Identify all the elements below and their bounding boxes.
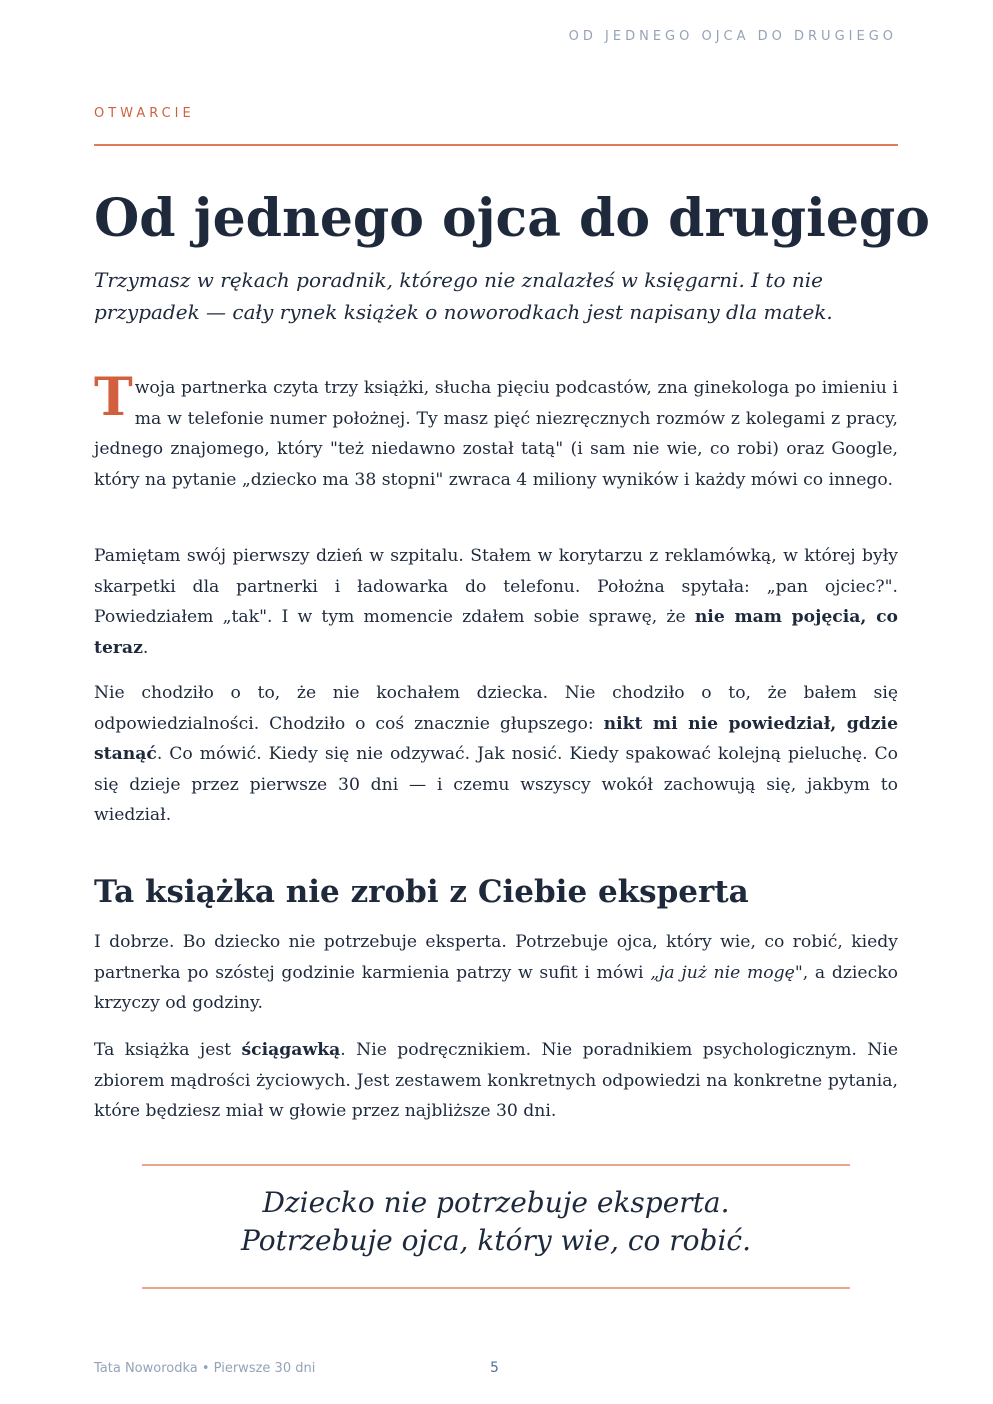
subsection-paragraph-2 [94, 1035, 898, 1127]
emphasis-text: nikt mi nie powiedział, gdzie stanąć [94, 713, 899, 764]
pullquote-line-2: Potrzebuje ojca, który wie, co robić. [241, 1224, 751, 1257]
paragraph-text-end: . Nie podręcznikiem. Nie poradnikiem psychologicznym. Nie zbiorem mądrości życiowych. Jest zestawem konkretnych odpowiedzi na konkretne pytania, które będziesz miał w głowie przez najbliższe 30 dni. [94, 1040, 898, 1121]
footer-book-title: Tata Noworodka • Pierwsze 30 dni [94, 1361, 316, 1376]
italic-quote: „ja już nie mogę [650, 962, 795, 983]
subsection-paragraph-1 [94, 927, 898, 1019]
intro-paragraph-1 [94, 367, 898, 495]
subsection-heading: Ta książka nie zrobi z Ciebie eksperta [94, 874, 749, 910]
section-label: OTWARCIE [94, 106, 195, 121]
page-title: Od jednego ojca do drugiego [94, 188, 930, 249]
page-number: 5 [490, 1360, 499, 1376]
pullquote-bottom-rule [142, 1287, 850, 1289]
intro-paragraph-3 [94, 678, 898, 831]
running-header: OD JEDNEGO OJCA DO DRUGIEGO [568, 29, 897, 44]
paragraph-text: woja partnerka czyta trzy książki, słucha pięciu podcastów, zna ginekologa po imieniu i ma w telefonie numer położnej. Ty masz pięć niezręcznych rozmów z kolegami z pracy, jednego znajomego, który "też niedawno został tatą" (i sam nie wie, co robi) oraz Google, który na pytanie „dziecko ma 38 stopni" zwraca 4 miliony wyników i każdy mówi co innego. [94, 378, 898, 490]
pullquote [142, 1184, 850, 1260]
paragraph-text-end: . [142, 637, 149, 658]
paragraph-text: Pamiętam swój pierwszy dzień w szpitalu. Stałem w korytarzu z reklamówką, w której były skarpetki dla partnerki i ładowarka do telefonu. Położna spytała: „pan ojciec?". Powiedziałem „tak". I w tym momencie zdałem sobie sprawę, że [94, 546, 898, 627]
section-divider [94, 144, 898, 146]
paragraph-text-end: . Co mówić. Kiedy się nie odzywać. Jak nosić. Kiedy spakować kolejną pieluchę. Co się dzieje przez pierwsze 30 dni — i czemu wszyscy wokół zachowują się, jakbym to wiedział. [94, 744, 898, 825]
pullquote-line-1: Dziecko nie potrzebuje eksperta. [262, 1186, 730, 1219]
intro-paragraph-2 [94, 541, 898, 663]
lead-paragraph: Trzymasz w rękach poradnik, którego nie znalazłeś w księgarni. I to nie przypadek — cały rynek książek o noworodkach jest napisany dla matek. [94, 268, 833, 324]
paragraph-text: Ta książka jest [94, 1040, 242, 1060]
emphasis-text: nie mam pojęcia, co teraz [94, 607, 898, 658]
pullquote-top-rule [142, 1164, 850, 1166]
paragraph-text: Nie chodziło o to, że nie kochałem dziecka. Nie chodziło o to, że bałem się odpowiedzialności. Chodziło o coś znacznie głupszego: [94, 683, 898, 734]
paragraph-text: I dobrze. Bo dziecko nie potrzebuje eksperta. Potrzebuje ojca, który wie, co robić, kiedy partnerka po szóstej godzinie karmienia patrzy w sufit i mówi [94, 932, 898, 983]
emphasis-text: ściągawką [241, 1040, 341, 1060]
paragraph-text-end: ", a dziecko krzyczy od godziny. [94, 962, 898, 1013]
drop-cap: T [94, 367, 133, 428]
